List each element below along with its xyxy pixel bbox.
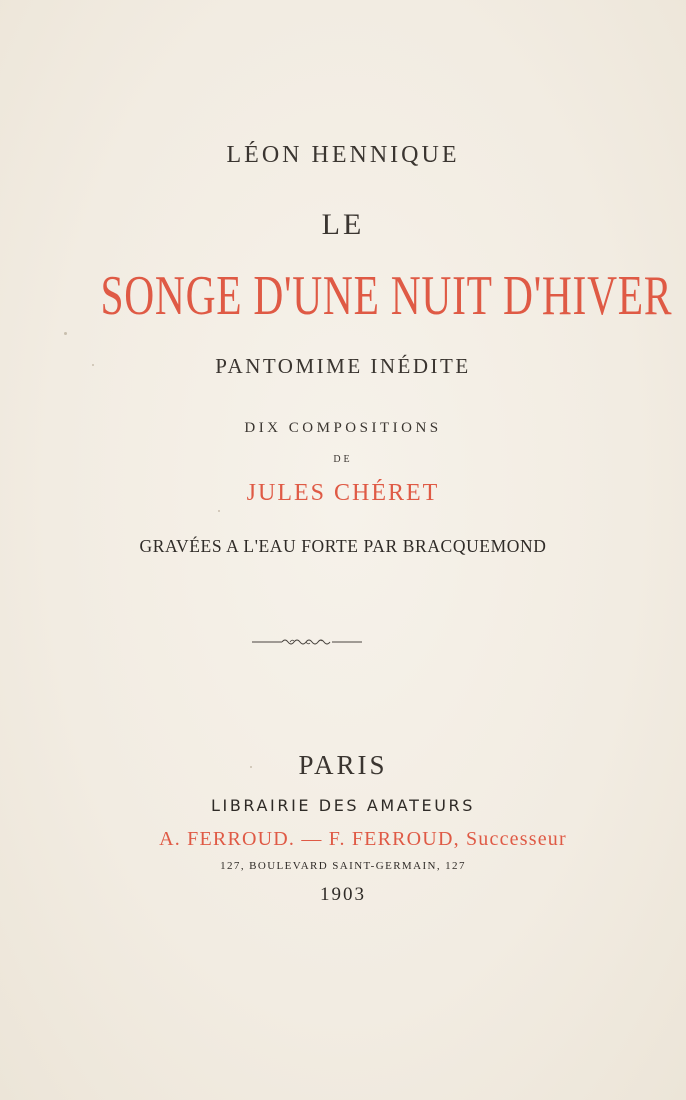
engraving-credit: GRAVÉES A L'EAU FORTE PAR BRACQUEMOND xyxy=(139,536,547,556)
publisher-name: LIBRAIRIE DES AMATEURS xyxy=(211,796,475,815)
compositions-line: DIX COMPOSITIONS xyxy=(244,420,442,436)
publication-year: 1903 xyxy=(320,884,366,905)
publisher-address: 127, BOULEVARD SAINT-GERMAIN, 127 xyxy=(220,860,466,872)
preposition-de: DE xyxy=(333,454,353,465)
paper-speck xyxy=(218,510,220,512)
title-article: LE xyxy=(321,208,365,241)
paper-speck xyxy=(64,332,67,335)
subtitle: PANTOMIME INÉDITE xyxy=(215,354,471,378)
author-name: LÉON HENNIQUE xyxy=(226,142,460,168)
paper-speck xyxy=(92,364,94,366)
ornament-divider-icon xyxy=(250,636,364,648)
book-title-text: SONGE D'UNE NUIT D'HIVER xyxy=(100,265,673,327)
publication-city: PARIS xyxy=(298,750,388,780)
publisher-proprietors: A. FERROUD. — F. FERROUD, Successeur xyxy=(159,828,567,850)
artist-name: JULES CHÉRET xyxy=(246,480,440,506)
paper-speck xyxy=(250,766,252,768)
book-title xyxy=(0,266,686,326)
